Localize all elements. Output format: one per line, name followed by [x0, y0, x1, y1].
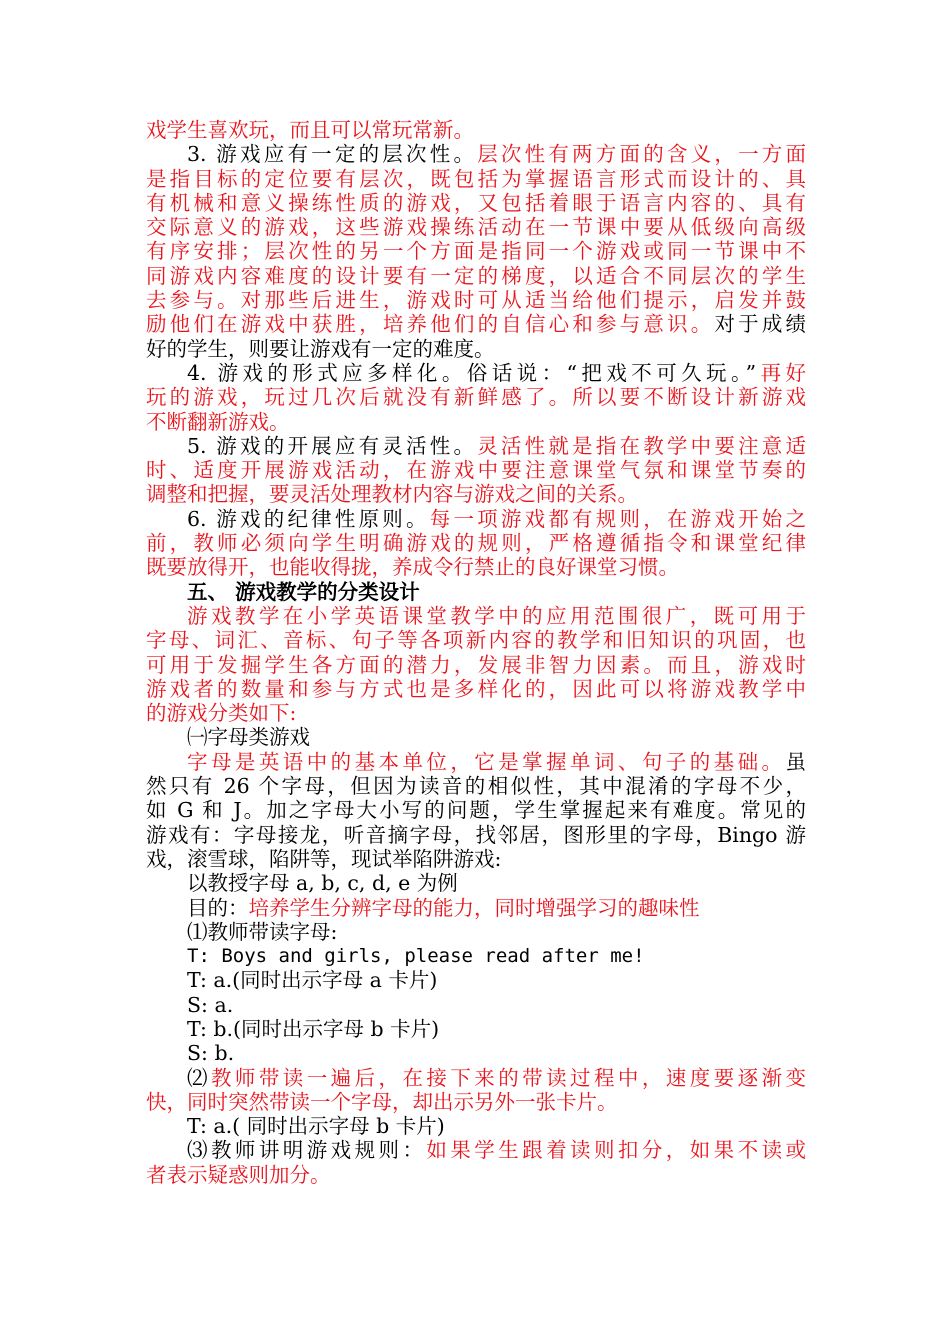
text-span: ⑴教师带读字母:	[187, 919, 338, 944]
text-span: T: a.( 同时出示字母 b 卡片)	[187, 1114, 445, 1139]
text-line	[146, 1017, 806, 1041]
text-line	[146, 1138, 806, 1162]
text-span: 教师带读一遍后，在接下来的带读过程中，速度要逐渐变	[210, 1065, 806, 1090]
text-line	[146, 1066, 806, 1090]
text-span: 然只有 26 个字母，但因为读音的相似性，其中混淆的字母不少，	[146, 774, 806, 799]
text-line	[146, 847, 806, 871]
text-line	[146, 1163, 806, 1187]
text-line	[146, 896, 806, 920]
text-span: 励他们在游戏中获胜，培养他们的自信心和参与意识。	[146, 312, 715, 337]
text-span: 6. 游戏的纪律性原则。	[187, 506, 430, 531]
text-line	[146, 944, 806, 968]
text-span: 5. 游戏的开展应有灵活性。	[187, 433, 478, 458]
text-span: 3. 游戏应有一定的层次性。	[187, 142, 478, 167]
text-span: 每一项游戏都有规则，在游戏开始之	[429, 506, 806, 531]
text-line	[146, 215, 806, 239]
text-line	[146, 968, 806, 992]
text-span: S: a.	[187, 992, 234, 1017]
text-span: 交际意义的游戏，这些游戏操练活动在一节课中要从低级向高级	[146, 215, 806, 240]
text-line	[146, 774, 806, 798]
text-line	[146, 385, 806, 409]
text-span: 时、适度开展游戏活动，在游戏中要注意课堂气氛和课堂节奏的	[146, 458, 806, 483]
text-line	[146, 701, 806, 725]
text-line	[146, 1114, 806, 1138]
text-line	[146, 361, 806, 385]
text-line	[146, 823, 806, 847]
text-span: 游戏者的数量和参与方式也是多样化的，因此可以将游戏教学中	[146, 676, 806, 701]
text-line	[146, 482, 806, 506]
text-span: 不断翻新游戏。	[146, 409, 290, 434]
text-span: 以教授字母 a, b, c, d, e 为例	[187, 871, 458, 896]
text-line	[146, 167, 806, 191]
text-line	[146, 677, 806, 701]
text-line	[146, 337, 806, 361]
text-span: 五、 游戏教学的分类设计	[187, 579, 420, 604]
text-span: 游戏教学在小学英语课堂教学中的应用范围很广，既可用于	[187, 603, 806, 628]
text-line	[146, 604, 806, 628]
text-span: ⑵	[187, 1065, 211, 1090]
text-line	[146, 750, 806, 774]
text-line	[146, 312, 806, 336]
text-line	[146, 288, 806, 312]
text-line	[146, 142, 806, 166]
text-span: T: Boys and girls, please read after me!	[187, 945, 645, 968]
text-span: 虽	[785, 749, 806, 774]
text-line	[146, 993, 806, 1017]
text-line	[146, 264, 806, 288]
text-line	[146, 458, 806, 482]
text-span: 戏，滚雪球，陷阱等，现试举陷阱游戏:	[146, 846, 502, 871]
text-line	[146, 725, 806, 749]
text-span: 有序安排；层次性的另一个方面是指同一个游戏或同一节课中不	[146, 239, 806, 264]
text-span: 去参与。对那些后进生，游戏时可从适当给他们提示，启发并鼓	[146, 288, 806, 313]
text-line	[146, 410, 806, 434]
text-span: 前，教师必须向学生明确游戏的规则，严格遵循指令和课堂纪律	[146, 531, 806, 556]
text-span: 调整和把握，要灵活处理教材内容与游戏之间的关系。	[146, 482, 638, 507]
text-span: 字母、词汇、音标、句子等各项新内容的教学和旧知识的巩固，也	[146, 628, 806, 653]
text-span: 既要放得开，也能收得拢，养成令行禁止的良好课堂习惯。	[146, 555, 679, 580]
text-line	[146, 628, 806, 652]
text-span: 同游戏内容难度的设计要有一定的梯度，以适合不同层次的学生	[146, 263, 806, 288]
text-span: 培养学生分辨字母的能力，同时增强学习的趣味性	[248, 895, 700, 920]
text-span: 的游戏分类如下:	[146, 701, 297, 726]
text-line	[146, 555, 806, 579]
text-line	[146, 239, 806, 263]
text-line	[146, 434, 806, 458]
text-span: 再好	[756, 360, 806, 385]
text-line	[146, 1090, 806, 1114]
text-span: 层次性有两方面的含义，一方面	[477, 142, 806, 167]
text-span: 对于成绩	[714, 312, 806, 337]
text-span: 目的：	[187, 895, 249, 920]
text-line	[146, 798, 806, 822]
text-span: ⑶教师讲明游戏规则：	[187, 1138, 427, 1163]
text-span: 4. 游戏的形式应多样化。俗话说：“把戏不可久玩。”	[187, 360, 757, 385]
text-line	[146, 507, 806, 531]
text-span: 如 G 和 J。加之字母大小写的问题，学生掌握起来有难度。常见的	[146, 798, 806, 823]
text-line	[146, 920, 806, 944]
text-span: ㈠字母类游戏	[187, 725, 310, 750]
text-span: 快，同时突然带读一个字母，却出示另外一张卡片。	[146, 1089, 618, 1114]
section-heading	[146, 580, 806, 604]
text-span: 有机械和意义操练性质的游戏，又包括着眼于语言内容的、具有	[146, 190, 806, 215]
text-span: 是指目标的定位要有层次，既包括为掌握语言形式而设计的、具	[146, 166, 806, 191]
text-line	[146, 1041, 806, 1065]
text-line	[146, 191, 806, 215]
text-line	[146, 653, 806, 677]
text-span: 灵活性就是指在教学中要注意适	[477, 433, 806, 458]
text-span: 者表示疑惑则加分。	[146, 1162, 331, 1187]
text-line	[146, 871, 806, 895]
text-line	[146, 118, 806, 142]
text-line	[146, 531, 806, 555]
text-span: T: b.(同时出示字母 b 卡片)	[187, 1016, 440, 1041]
text-span: 好的学生，则要让游戏有一定的难度。	[146, 336, 495, 361]
text-span: 戏学生喜欢玩，而且可以常玩常新。	[146, 118, 474, 142]
text-span: 字母是英语中的基本单位，它是掌握单词、句子的基础。	[187, 749, 786, 774]
text-span: 可用于发掘学生各方面的潜力，发展非智力因素。而且，游戏时	[146, 652, 806, 677]
text-span: S: b.	[187, 1041, 235, 1066]
text-span: 玩的游戏，玩过几次后就没有新鲜感了。所以要不断设计新游戏	[146, 385, 806, 410]
text-span: 游戏有：字母接龙，听音摘字母，找邻居，图形里的字母，Bingo 游	[146, 822, 806, 847]
document-page	[146, 118, 806, 1187]
text-span: T: a.(同时出示字母 a 卡片)	[187, 968, 438, 993]
text-span: 如果学生跟着读则扣分，如果不读或	[426, 1138, 806, 1163]
